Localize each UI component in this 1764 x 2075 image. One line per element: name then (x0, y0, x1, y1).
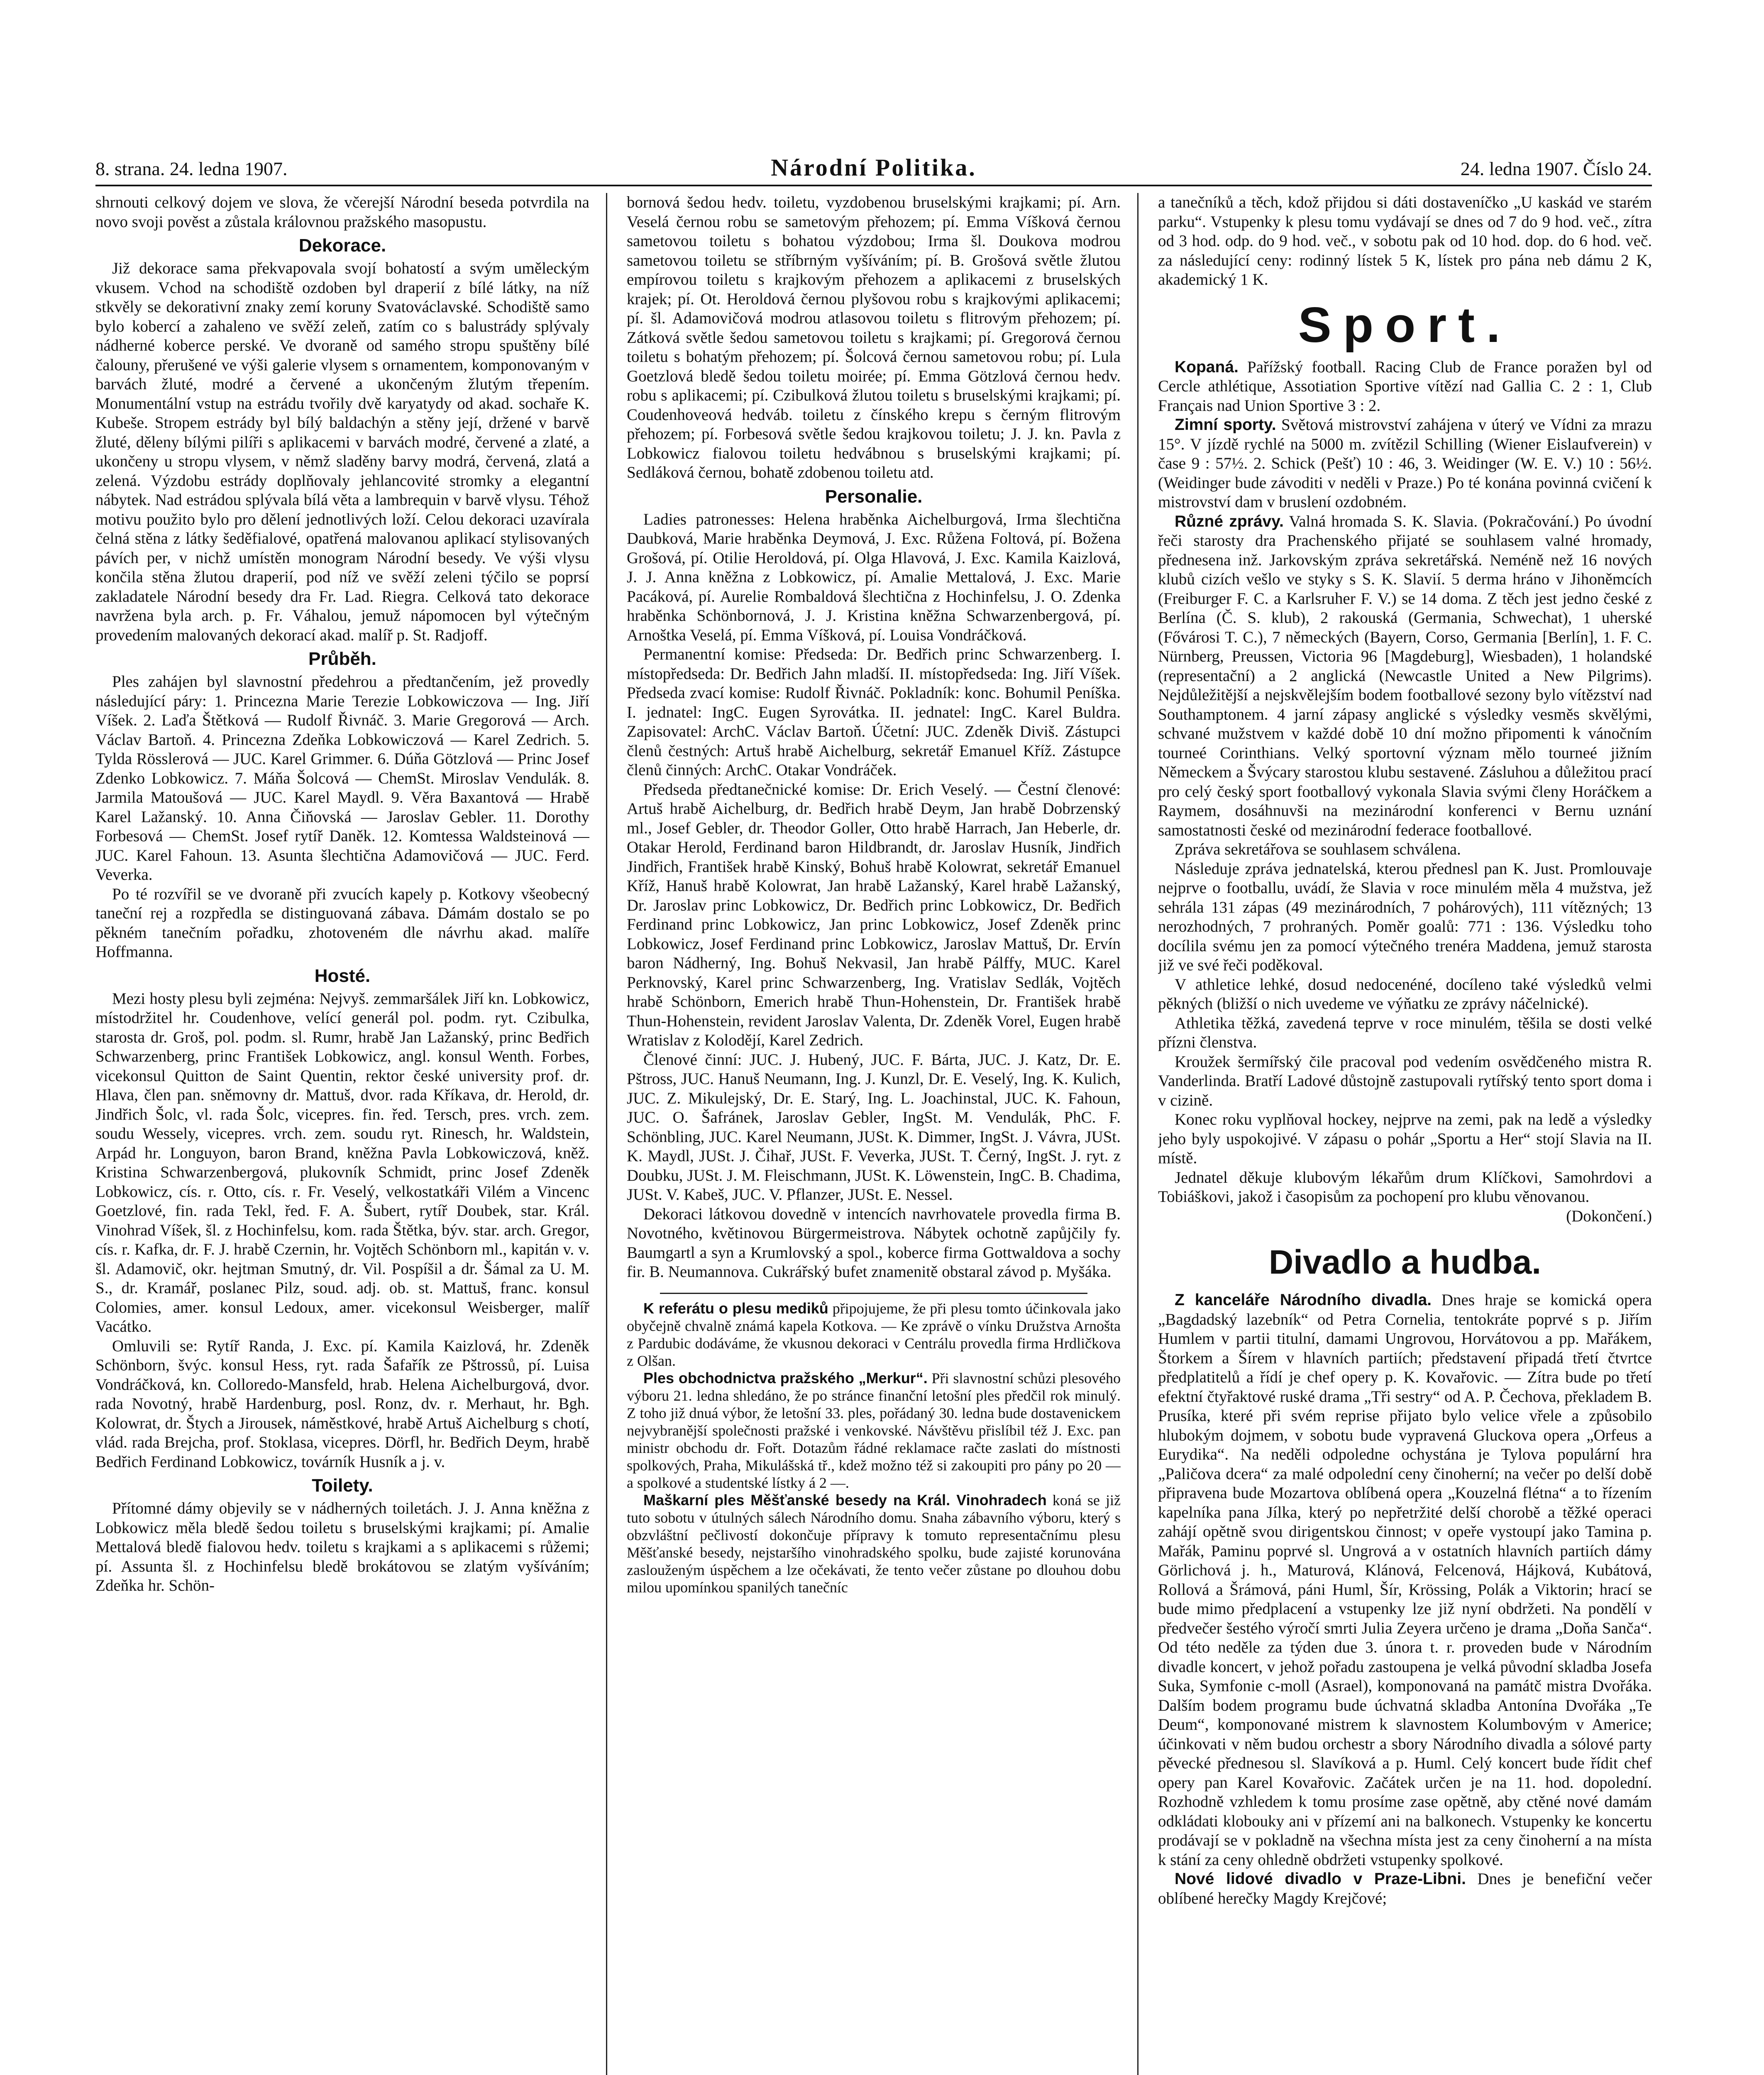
news-item-narodni-divadlo (1158, 1291, 1652, 1870)
paragraph: Přítomné dámy objevily se v nádherných toiletách. J. J. Anna kněžna z Lobkowicz měla bledě šedou toiletu s bruselskými krajkami; pí. Amalie Mettalová bledě fialovou hedv. toiletu s krajkami a s aplikacemi s růžemi; pí. Assunta šl. z Hochinfelsu bledě brokátovou se zlatým vyšíváním; Zdeňka hr. Schön- (95, 1499, 589, 1594)
header-date-issue: 24. ledna 1907. Číslo 24. (1460, 158, 1652, 179)
section-heading-personalie: Personalie. (825, 486, 923, 507)
paragraph: Již dekorace sama překvapovala svojí bohatostí a svým uměleckým vkusem. Vchod na schodiště ozdoben byl draperií z bílé látky, na níž stkvěly se dekorativní znaky zemí koruny Svatováclavské. Schodiště samo bylo kobercí a zahaleno ve svěží zeleň, zatím co s balustrády splývaly nádherné koberce perské. Ve dvoraně od samého stropu spuštěny bílé čalouny, přerušené ve výši galerie vlysem s ornamentem, komponovaným v barvách žluté, modré a červené a ukončeným žlutým třepením. Monumentální vstup na estrádu tvořily dvě karyatydy od akad. sochaře K. Kubeše. Stropem estrády byl bílý baldachýn a stěny její, držené v barvě žluté, děleny bílými pilíři s aplikacemi v barvách modré, červené a zlaté, a ukončeny u stropu vlysem, v němž sladěny barvy modrá, červená, zlatá a zelená. Výzdobu estrády doplňovaly jehlancovité stromky a elegantní nábytek. Nad estrádou splývala bílá věta a lambrequin v barvě vlysu. Téhož motivu použito bylo pro dělení jednotlivých loží. Celou dekoraci uzavírala čelná stěna z látky šeděfialové, opatřená malovanou aplikací stylisovaných pávích per, v nichž umístěn monogram Národní besedy. Ve výši vlysu končila stěna žlutou draperií, pod níž ve svěží zeleni týčilo se poprsí zakladatele Národní besedy dra Fr. Lad. Riegra. Celková tato dekorace navržena byla arch. p. Fr. Váhalou, jemuž nápomocen byl výtečným provedením malovaných dekorací akad. malíř p. St. Radjoff. (95, 259, 589, 644)
paragraph: Kroužek šermířský čile pracoval pod vedením osvědčeného mistra R. Vanderlinda. Bratří Ladové důstojně zastupovali rytířský tento sport doma i v cizině. (1158, 1052, 1652, 1109)
paragraph: Mezi hosty plesu byli zejména: Nejvyš. zemmaršálek Jiří kn. Lobkowicz, místodržitel hr. Coudenhove, velící generál pol. podm. ryt. Czibulka, starosta dr. Groš, pol. podm. sl. Rumr, hrabě Jan Lažanský, princ Bedřich Schwarzenberg, princ František Lobkowicz, angl. konsul Wenth. Forbes, vicekonsul Quitton de Saint Quentin, rektor české university prof. dr. Hlava, člen pan. sněmovny dr. Mattuš, dvor. rada Kříkava, dr. Herold, dr. Jindřich Šolc, vl. rada Šolc, vicepres. fin. řed. Tersch, pres. vrch. zem. soudu Wessely, vicepres. vrch. zem. soudu ryt. Rinesch, hr. Waldstein, Arpád hr. Longuyon, baron Brand, kněžna Pavla Lobkowiczová, kněž. Kristina Schwarzenbergová, plukovník Schmidt, princ Josef Zdeněk Lobkowicz, cís. r. Otto, cís. r. Fr. Veselý, velkostatkáři Vilém a Vincenc Goetzlové, fin. rada Tekl, řed. F. A. Šubert, rytíř Doubek, star. Král. Vinohrad Víšek, šl. z Hochinfelsu, kom. rada Štětka, býv. star. arch. Gregor, cís. r. Kafka, dr. F. J. hrabě Czernin, hr. Vojtěch Schönborn ml., kapitán v. v. šl. Adamovič, okr. hejtman Smutný, dr. Vil. Pospíšil a dr. Šámal za U. M. S., dr. Kramář, poslanec Pilz, soud. adj. ob. st. Mattuš, franc. konsul Colomies, amer. konsul Ledoux, amer. vicekonsul Weisberger, malíř Vacátko. (95, 989, 589, 1335)
news-item-zimni-sporty (1158, 415, 1652, 512)
page-header (95, 154, 1652, 183)
column-divider (606, 193, 607, 2075)
news-item-libni (1158, 1870, 1652, 1908)
news-item-ruzne-zpravy (1158, 512, 1652, 840)
section-title-divadlo: Divadlo a hudba. (1268, 1243, 1542, 1281)
paragraph: Ladies patronesses: Helena hraběnka Aichelburgová, Irma šlechtična Daubková, Marie hraběnka Deymová, J. Exc. Růžena Foltová, pí. Božena Grošová, pí. Otilie Heroldová, pí. Olga Hlavová, J. Exc. Kamila Kaizlová, J. J. Anna kněžna z Lobkowicz, pí. Amalie Mettalová, J. Exc. Marie Pacáková, pí. Aurelie Rombaldová šlechtična z Hochinfelsu, J. O. Zdenka hraběnka Schönbornová, J. J. Kristina kněžna Schwarzenbergová, pí. Arnoštka Veselá, pí. Emma Víšková, pí. Louisa Vondráčková. (627, 510, 1121, 644)
news-item-heading: Ples obchodnictva pražského „Merkur“. (643, 1369, 928, 1387)
section-heading-prubeh: Průběh. (308, 649, 376, 669)
news-item-body: Pařížský football. Racing Club de France poražen byl od Cercle athlétique, Assotiation Sportive vítězí nad Gallia C. 2 : 1, Club Français nad Union Sportive 3 : 2. (1158, 358, 1652, 415)
column-divider (1137, 193, 1139, 2075)
column-3 (1158, 193, 1652, 2075)
section-heading-toilety: Toilety. (312, 1475, 373, 1496)
section-separator (660, 1293, 1087, 1294)
news-item-heading: Z kanceláře Národního divadla. (1175, 1291, 1432, 1309)
paragraph: Permanentní komise: Předseda: Dr. Bedřich princ Schwarzenberg. I. místopředseda: Dr. Bedřich Jahn mladší. II. místopředseda: Ing. Jiří Víšek. Předseda zvací komise: Rudolf Řivnáč. Pokladník: konc. Bohumil Peníška. I. jednatel: IngC. Eugen Syrovátka. II. jednatel: IngC. Karel Buldra. Zapisovatel: ArchC. Václav Bartoň. Účetní: JUC. Zdeněk Diviš. Zástupci členů čestných: Artuš hrabě Aichelburg, sekretář Emanuel Kříž. Zástupce členů činných: ArchC. Otakar Vondráček. (627, 645, 1121, 779)
news-item-body: Při slavnostní schůzi plesového výboru 21. ledna shledáno, že po stránce finanční letošní ples předčil rok minulý. Z toho již dnuá výbor, že letošní 33. ples, pořádaný 30. ledna bude dostavenickem nejvybranější společnosti pražské i venkovské. Návštěvu přislíbil též J. Exc. pan ministr obchodu dr. Fořt. Dotazům řádné reklamace račte zaslati do místnosti spolkových, Praha, Mikulášská tř., kdež možno též si zakoupiti pro pány po 20 — a spolkové a studentské lístky á 2 —. (627, 1370, 1121, 1491)
continued-note: (Dokončení.) (1566, 1207, 1652, 1225)
paragraph: bornová šedou hedv. toiletu, vyzdobenou bruselskými krajkami; pí. Arn. Veselá černou robu se sametovým přehozem; pí. Emma Víšková černou sametovou toiletu s bohatou výzdobou; Irma šl. Doukova modrou sametovou toiletu se stříbrným vyšíváním; pí. B. Grošová světle žlutou empírovou toiletu s krajkovým přehozem a aplikacemi z bruselských krajek; pí. Ot. Heroldová černou plyšovou robu s krajkovými aplikacemi; pí. šl. Adamovičová modrou atlasovou toiletu s flitrovým přehozem; pí. Zátková světle šedou sametovou toiletu s krajkami; pí. Gregorová černou toiletu s bohatým přehozem; pí. Šolcová černou sametovou robu; pí. Lula Goetzlová bledě šedou toiletu moirée; pí. Emma Götzlová černou hedv. robu s aplikacemi; pí. Czibulková žlutou toiletu s bruselskými krajkami; pí. Coudenhoveová hedváb. toiletu z čínského krepu s černým flitrovým přehozem; pí. Forbesová světle šedou krajkovou toiletu; J. J. kn. Pavla z Lobkowicz fialovou toiletu hedvábnou s bruselskými krajkami; pí. Sedláková černou, bohatě zdobenou toiletu atd. (627, 193, 1121, 481)
paragraph: Následuje zpráva jednatelská, kterou přednesl pan K. Just. Promlouvaje nejprve o footballu, uvádí, že Slavia v roce minulém měla 4 mužstva, jež sehrála 131 zápas (49 mezinárodních, 7 pohárových), 111 vítězných; 13 nerozhodných, 7 prohraných. Poměr goalů: 771 : 136. Výsledku toho docílila svému jen za pomocí výtečného trenéra Maddena, jemuž starosta již ve své řeči poděkoval. (1158, 859, 1652, 974)
column-1 (95, 193, 589, 2075)
paragraph: Jednatel děkuje klubovým lékařům drum Klíčkovi, Samohrdovi a Tobiáškovi, jakož i časopisům za pochopení pro klubu věnovanou. (1158, 1168, 1652, 1206)
news-item-heading: Zimní sporty. (1175, 416, 1276, 434)
paragraph: Omluvili se: Rytíř Randa, J. Exc. pí. Kamila Kaizlová, hr. Zdeněk Schönborn, švýc. konsul Hess, ryt. rada Šafařík ze Pštrossů, pí. Luisa Vondráčková, kn. Colloredo-Mansfeld, hrab. Helena Aichelburgová, dvor. rada Novotný, hrabě Hardenburg, posl. Ronz, dv. r. Merhaut, hr. Bgh. Kolowrat, dr. Štych a Jirousek, náměstkové, hrabě Artuš Aichelburg s chotí, vlád. rada Brejcha, prof. Stoklasa, vicepres. Dörfl, hr. Bedřich Deym, hrabě Bedřich Ferdinand Lobkowicz, továrník Husník a j. v. (95, 1337, 589, 1471)
header-rule (95, 185, 1652, 186)
section-heading-hoste: Hosté. (314, 965, 371, 986)
news-item-heading: Nové lidové divadlo v Praze-Libni. (1175, 1870, 1466, 1888)
news-item-heading: K referátu o plesu mediků (643, 1299, 828, 1317)
paragraph: Předseda předtanečnické komise: Dr. Erich Veselý. — Čestní členové: Artuš hrabě Aichelburg, dr. Bedřich hrabě Deym, Jan hrabě Dobrzenský ml., Josef Gebler, dr. Theodor Goller, Otto hrabě Harrach, Jan Heberle, dr. Otakar Herold, Ferdinand baron Hildbrandt, dr. Jaroslav Husník, Jindřich Jindřich, František hrabě Kinský, Bohuš hrabě Kolowrat, sekretář Emanuel Kříž, Hanuš hrabě Kolowrat, Jan hrabě Lažanský, Karel hrabě Lažanský, Dr. Jaroslav princ Lobkowicz, Dr. Bedřich princ Lobkowicz, Dr. Bedřich Ferdinand princ Lobkowicz, Jan princ Lobkowicz, Josef Zdeněk princ Lobkowicz, Josef Ferdinand princ Lobkowicz, Jaroslav Mattuš, Dr. Ervín baron Nádherný, Ing. Bohuš Nekvasil, Jan hrabě Pálffy, MUC. Karel Perknovský, Karel princ Schwarzenberg, Ing. Vratislav Sedlák, Vojtěch hrabě Schönborn, Emerich hrabě Thun-Hohenstein, Dr. František hrabě Thun-Hohenstein, revident Jaroslav Valenta, Dr. Zdeněk Vorel, Eugen hrabě Wratislav z Kolodějí, Karel Zedrich. (627, 780, 1121, 1049)
news-item-body: Světová mistrovství zahájena v úterý ve Vídni za mrazu 15°. V jízdě rychlé na 5000 m. zvítězil Schilling (Wiener Eislaufverein) v čase 9 : 57½. 2. Schick (Pešť) 10 : 46, 3. Weidinger (W. E. V.) 10 : 56½. (Weidinger bude závoditi v neděli v Praze.) Po té konána povinná cvičení k mistrovství dam v bruslení ozdobném. (1158, 416, 1652, 511)
news-item-heading: Různé zprávy. (1175, 512, 1284, 530)
column-2 (627, 193, 1121, 2075)
paragraph: Athletika těžká, zavedená teprve v roce minulém, těšila se dosti velké přízni členstva. (1158, 1014, 1652, 1051)
news-item-body: připojujeme, že při plesu tomto účinkovala jako obyčejně chvalně známá kapela Kotkova. — Ke zprávě o vínku Družstva Arnošta z Pardubic dodáváme, že vkusnou dekoraci v Centrálu provedla firma Hrdličkova z Olšan. (627, 1300, 1121, 1369)
paragraph: Konec roku vyplňoval hockey, nejprve na zemi, pak na ledě a výsledky jeho byly uspokojivé. V zápasu o pohár „Sportu a Her“ stojí Slavia na II. místě. (1158, 1111, 1652, 1167)
masthead-title: Národní Politika. (771, 154, 977, 181)
news-item-body: koná se již tuto sobotu v útulných sálech Národního domu. Snaha zábavního výboru, který s obzvláštní pečlivostí dokončuje přípravy k tomuto representačnímu plesu Měšťanské besedy, nejstaršího vinohradského spolku, bude zajisté korunována zaslouženým úspěchem a lze očekávati, že tento večer zůstane po dlouhou dobu milou upomínkou spanilých tanečníc (627, 1492, 1121, 1596)
news-item-merkur (627, 1370, 1121, 1492)
paragraph: a tanečníků a těch, kdož přijdou si dáti dostaveníčko „U kaskád ve starém parku“. Vstupenky k plesu tomu vydávají se dnes od 7 do 9 hod. več., zítra od 3 hod. odp. do 9 hod. več., v sobotu pak od 10 hod. dop. do 6 hod. več. za následující ceny: rodinný lístek 5 K, lístek pro pána neb dámu 2 K, akademický 1 K. (1158, 193, 1652, 288)
section-title-sport: Sport. (1298, 297, 1512, 353)
paragraph: Po té rozvířil se ve dvoraně při zvucích kapely p. Kotkovy všeobecný taneční rej a rozpředla se distinguovaná zábava. Dámám dostalo se po pěkném tanečním pořadku, zhotoveném dle návrhu akad. malíře Hoffmanna. (95, 885, 589, 961)
news-item-body: Dnes je benefiční večer oblíbené herečky Magdy Krejčové; (1158, 1870, 1652, 1907)
paragraph: Dekoraci látkovou dovedně v intencích navrhovatele provedla firma B. Novotného, květinovou Bürgermeistrova. Nábytek ochotně zapůjčily fy. Baumgartl a syn a Krumlovský a spol., koberce firma Gottwaldova a sochy fir. B. Neumannova. Cukrářský bufet znamenitě obstaral závod p. Myšáka. (627, 1205, 1121, 1281)
header-page-date: 8. strana. 24. ledna 1907. (95, 158, 288, 179)
news-item-mediku (627, 1300, 1121, 1370)
section-heading-dekorace: Dekorace. (298, 235, 386, 256)
paragraph: Ples zahájen byl slavnostní předehrou a předtančením, jež provedly následující páry: 1. Princezna Marie Terezie Lobkowiczova — Ing. Jiří Víšek. 2. Laďa Štětková — Rudolf Řivnáč. 3. Marie Gregorová — Arch. Václav Bartoň. 4. Princezna Zdeňka Lobkowiczová — Karel Zedrich. 5. Tylda Rösslerová — JUC. Karel Grimmer. 6. Dúňa Götzlová — Princ Josef Zdenko Lobkowicz. 7. Máňa Šolcová — ChemSt. Miroslav Vendulák. 8. Jarmila Matoušová — JUC. Karel Maydl. 9. Věra Baxantová — Hrabě Karel Lažanský. 10. Anna Čiňovská — Jaroslav Gebler. 11. Dorothy Forbesová — ChemSt. Josef rytíř Daněk. 12. Komtessa Waldsteinová — JUC. Karel Fahoun. 13. Asunta šlechtična Adamovičová — JUC. Ferd. Veverka. (95, 673, 589, 884)
paragraph: shrnouti celkový dojem ve slova, že včerejší Národní beseda potvrdila na novo svoji pověst a zůstala královnou pražského masopustu. (95, 193, 589, 231)
news-item-heading: Kopaná. (1175, 358, 1239, 376)
paragraph: Členové činní: JUC. J. Hubený, JUC. F. Bárta, JUC. J. Katz, Dr. E. Pštross, JUC. Hanuš Neumann, Ing. J. Kunzl, Dr. E. Veselý, Ing. K. Kulich, JUC. Z. Mikulejský, Dr. E. Starý, Ing. L. Joachinstal, JUC. K. Fahoun, JUC. O. Šafránek, Jaroslav Gebler, IngSt. M. Vendulák, PhC. F. Schönbling, JUC. Karel Neumann, JUSt. K. Dimmer, IngSt. J. Vávra, JUSt. K. Maydl, JUSt. J. Čihař, JUSt. F. Veverka, JUSt. T. Černý, IngSt. J. ryt. z Doubku, JUSt. J. M. Fleischmann, JUSt. K. Löwenstein, IngC. B. Chadima, JUSt. V. Kabeš, JUC. V. Pflanzer, JUSt. E. Nessel. (627, 1050, 1121, 1204)
paragraph: Zpráva sekretářova se souhlasem schválena. (1175, 840, 1461, 858)
news-item-body: Dnes hraje se komická opera „Bagdadský lazebník“ od Petra Cornelia, tentokráte poprvé s p. Jiřím Humlem v partii titulní, damami Ungrovou, Horvátovou a pp. Mařákem, Štorkem a Šírem v hlavních partiích; představení připadá třetí čtvrtce předplatitelů a řídí je chef opery p. K. Kovařovic. — Zítra bude po třetí efektní čtyřaktové ruské drama „Tři sestry“ od A. P. Čechova, překladem B. Prusíka, které při svém reprise přijato bylo velice vřele a způsobilo hlubokým dojmem, v sobotu bude vypravená Gluckova opera „Orfeus a Eurydika“. Na neděli odpoledne ochystána je Tylova populární hra „Paličova dcera“ za malé odpolední ceny činoherní; na večer po delší době připravena bude Mozartova oblíbená opera „Kouzelná flétna“ a to řízením kapelníka pana Jílka, který po nepřetržité delší chorobě a těžké operaci zahájí opětně svou dirigentskou činnost; v opeře vystoupí jako Tamina p. Mařák, Paminu poprvé sl. Ungrová a v ostatních hlavních partiích dámy Görlichová j. h., Maturová, Klánová, Felcenová, Hájková, Kubátová, Rollová a Šrámová, páni Huml, Šír, Krössing, Polák a Viktorin; hrací se bude mimo předplacení a vstupenky lze již nyní obdržeti. Na pondělí v předvečer šestého výročí smrti Julia Zeyera určeno je drama „Doňa Sanča“. Od této neděle za týden due 3. února t. r. proveden bude v Národním divadle koncert, v jehož pořadu zastoupena je velká původní skladba Josefa Suka, Symfonie c-moll (Asrael), komponovaná na památč mistra Dvořáka. Dalším bodem programu bude úchvatná skladba Antonína Dvořáka „Te Deum“, komponované mistrem k slavnostem Kolumbovým v Americe; účinkovati v něm budou orchestr a sbory Národního divadla a sólové party pěvecké přednesou sl. Slavíková a p. Huml. Celý koncert bude řídit chef opery pan Karel Kovařovic. Začátek určen je na 11. hod. dopolední. Rozhodně vzhledem k tomu prosíme zase opětně, aby ctěné nové damám odkládati klobouky ani v přízemí ani na balkonech. Vstupenky ke koncertu prodávají se v pokladně na všechna místa jest za ceny činoherní a na místa k stání za ceny ohledně obdržeti vstupenky spolkové. (1158, 1291, 1652, 1869)
news-item-kopana (1158, 358, 1652, 416)
news-item-body: Valná hromada S. K. Slavia. (Pokračování.) Po úvodní řeči starosty dra Prachenského přijaté se souhlasem valné hromady, přednesena inž. Jarkovským zpráva sekretářská. Neméně než 16 nových klubů cizích vešlo ve styky s S. K. Slavií. 5 derma hráno v Jihoněmcích (Freiburger F. C. a Karlsruher F. V.) se 14 doma. Z těch jest jedno české z Berlína (Č. S. klub), 2 rakouská (Germania, Schwechat), 1 uherské (Fővárosi T. C.), 7 německých (Bayern, Corso, Germania [Berlín], 1. F. C. Nürnberg, Preussen, Victoria 96 [Magdeburg], Wiesbaden), 1 holandské (representační) a 2 anglická (Newcastle United a New Pilgrims). Nejdůležitější a nejskvělejším bodem footballové sezony bylo vítězství nad Southamptonem. 4 jarní zápasy anglické s výsledky vesměs skvělými, schvané mužstvem v každé době 10 dní možno připomenti k vánočním tourneé Corinthians. Velký sportovní význam mělo tourneé jižním Německem a Švýcary starostou klubu sestavené. Zásluhou a důležitou prací pro celý český sport footballový vykonala Slavia svými členy Horáčkem a Raymem, dosáhnuvši na mezinárodní konferenci v Bernu uznání samostatnosti české od mezinárodní federace footballové. (1158, 512, 1652, 839)
paragraph: V athletice lehké, dosud nedocenéné, docíleno také výsledků velmi pěkných (bližší o nich uvedeme ve výňatku ze zprávy náčelnické). (1158, 975, 1652, 1013)
news-item-heading: Maškarní ples Měšťanské besedy na Král. Vinohradech (643, 1491, 1047, 1509)
news-item-mestanske-besedy (627, 1492, 1121, 1596)
